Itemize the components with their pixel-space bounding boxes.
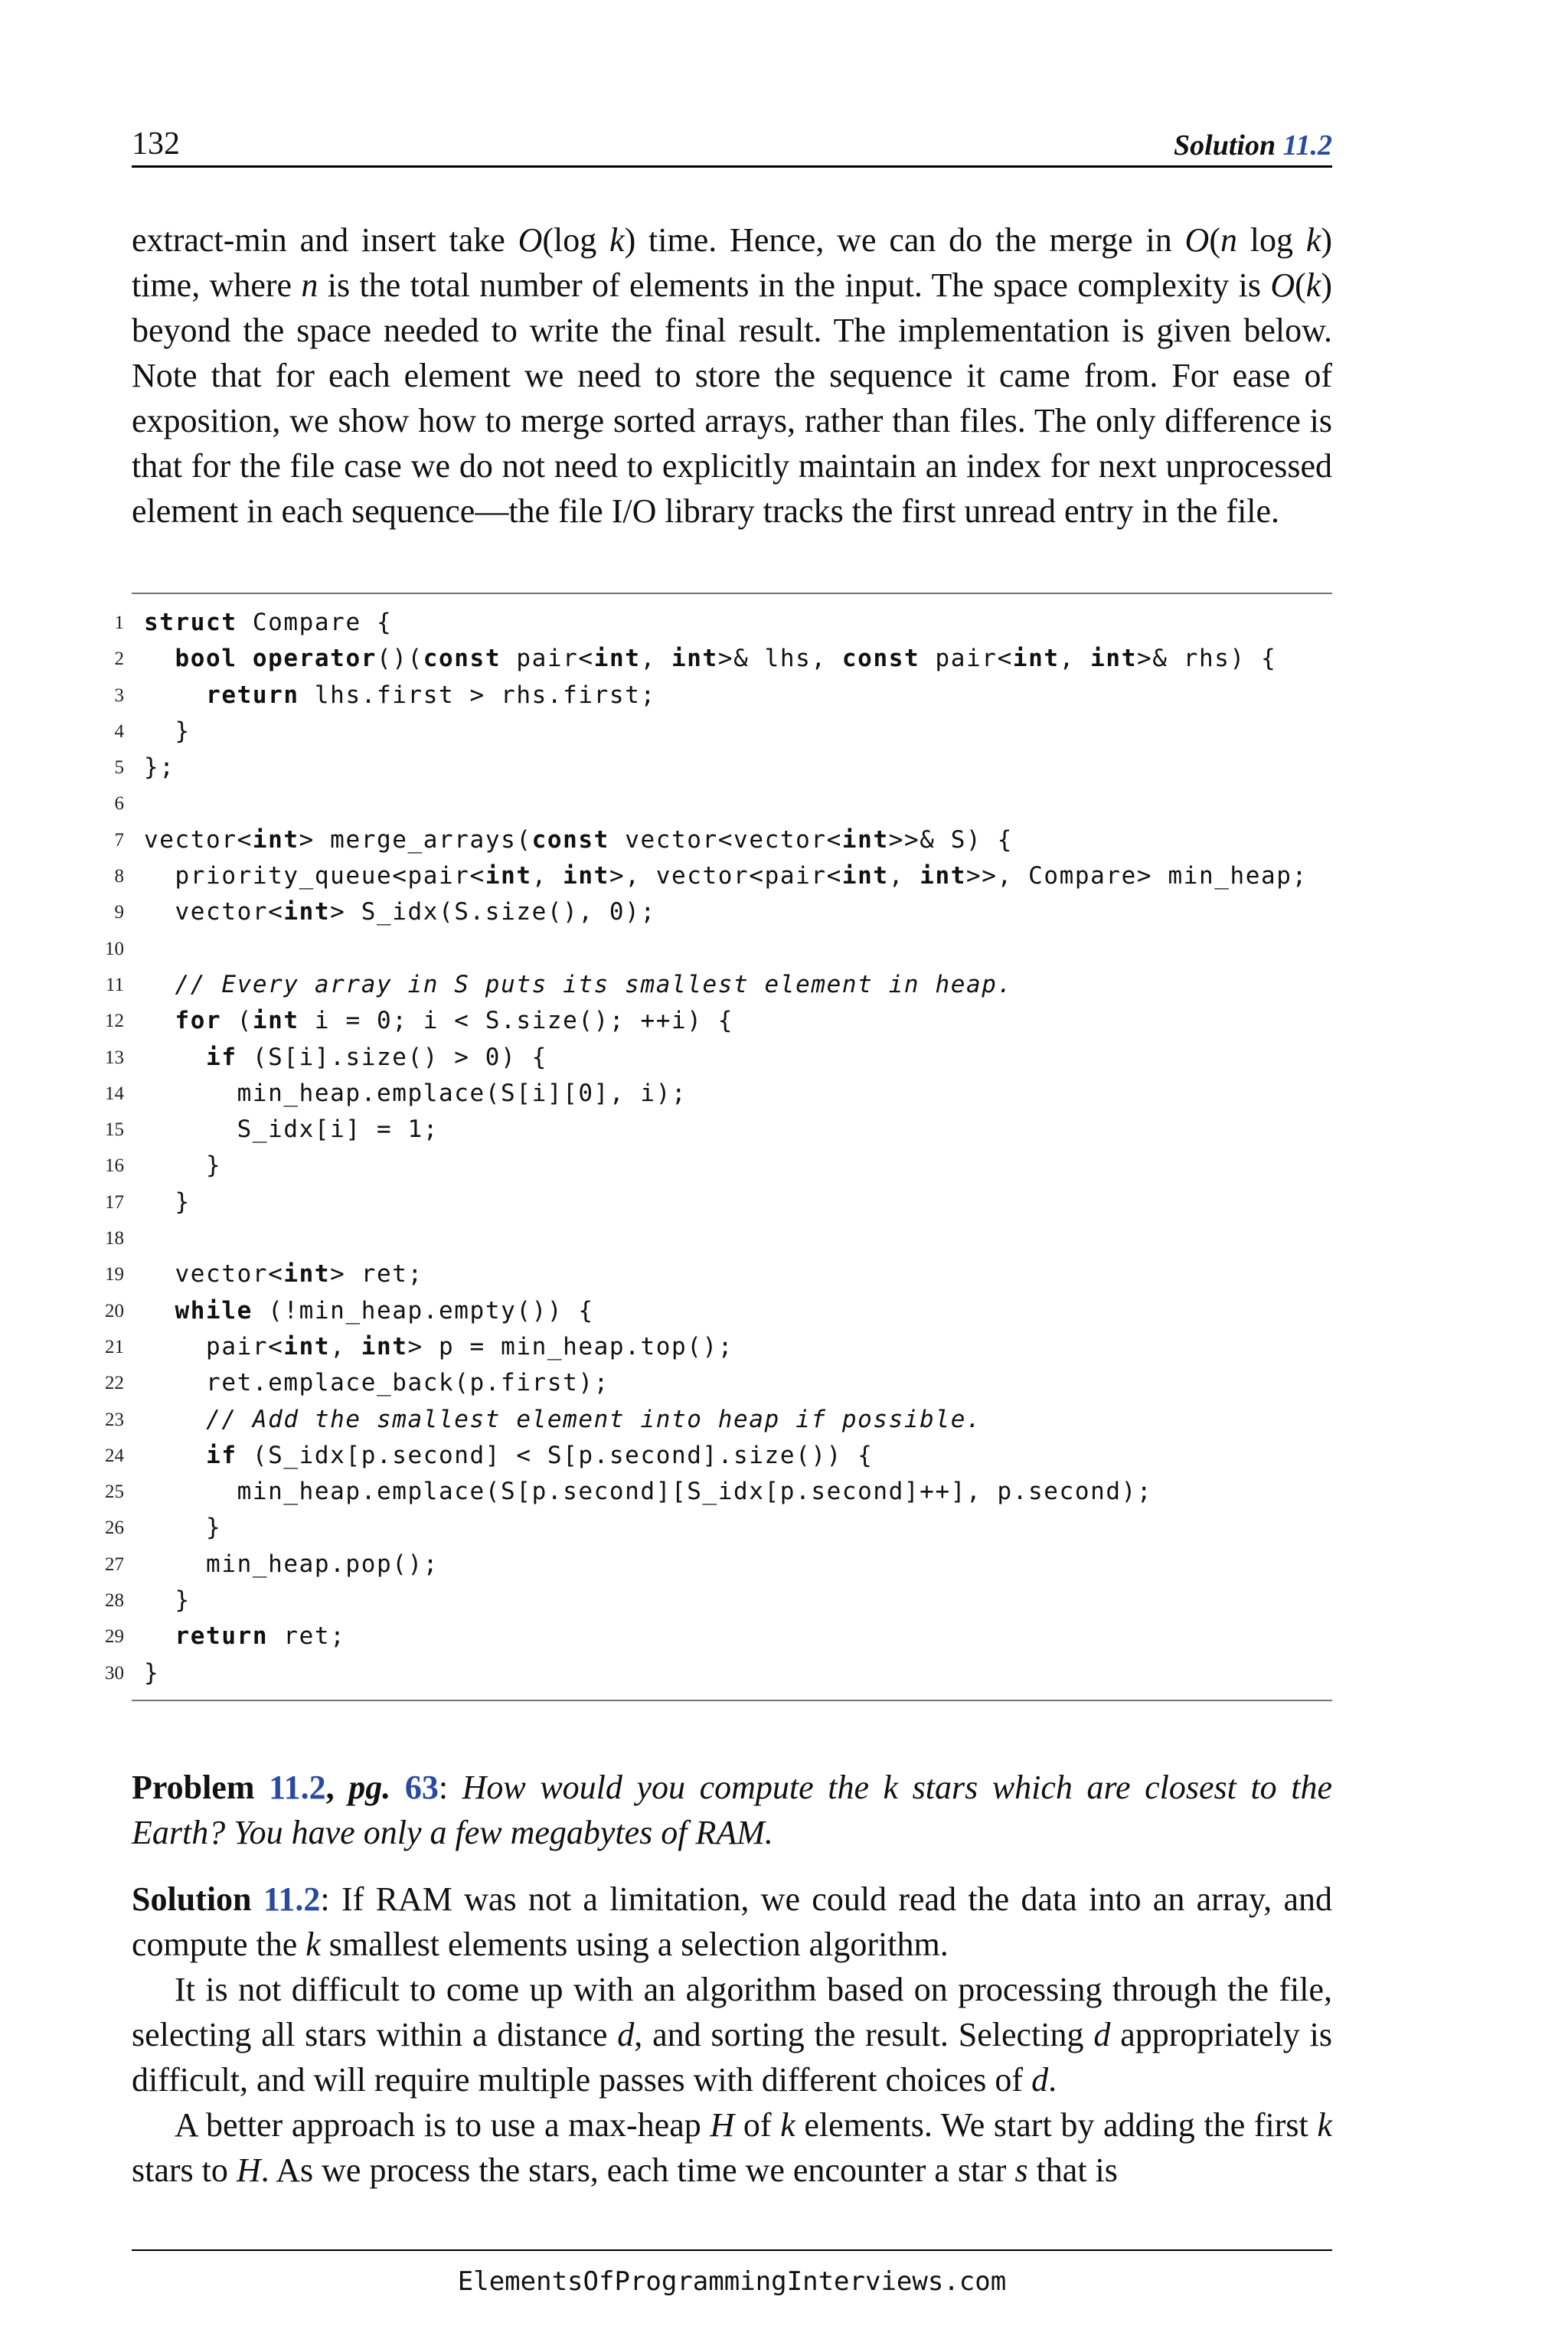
code-text — [144, 1655, 159, 1691]
code-token: min_heap.emplace(S[p.second][S_idx[p.second]++], p.second); — [144, 1478, 1153, 1506]
code-keyword: return — [175, 1622, 269, 1651]
line-number: 9 — [114, 902, 124, 923]
footer-site-link[interactable]: ElementsOfProgrammingInterviews.com — [457, 2266, 1007, 2297]
code-token: > S_idx(S.size(), 0); — [330, 898, 656, 926]
code-token: ( — [221, 1007, 253, 1035]
code-comment: // Add the smallest element into heap if possible. — [206, 1405, 982, 1433]
code-line — [92, 1148, 1348, 1184]
code-token — [144, 1044, 206, 1071]
code-line — [92, 641, 1348, 677]
code-line — [92, 1547, 1348, 1583]
code-line — [92, 714, 1348, 750]
code-token: > ret; — [330, 1260, 423, 1289]
line-number: 24 — [105, 1445, 124, 1466]
running-head-label: Solution — [1174, 129, 1276, 162]
line-number: 13 — [105, 1047, 124, 1068]
code-keyword: if — [206, 1043, 237, 1071]
code-token — [144, 1442, 206, 1469]
code-token: > p = min_heap.top(); — [407, 1332, 734, 1361]
code-line — [92, 786, 1348, 822]
code-text — [144, 1583, 191, 1619]
line-number: 3 — [114, 684, 124, 706]
line-number: 7 — [114, 829, 124, 851]
code-token: }; — [144, 753, 175, 782]
code-line — [92, 1583, 1348, 1619]
code-token: >>, Compare> min_heap; — [966, 862, 1308, 890]
text-span: ) time. Hence, we can do the merge in — [624, 221, 1185, 259]
line-number: 26 — [105, 1517, 124, 1539]
code-line — [92, 1184, 1348, 1220]
code-token: i = 0; i < S.size(); ++i) { — [299, 1007, 734, 1035]
math-var: H — [236, 2151, 261, 2189]
line-number: 19 — [105, 1264, 124, 1285]
code-keyword: while — [175, 1296, 253, 1325]
code-keyword: for — [175, 1007, 222, 1035]
code-keyword: int — [920, 862, 967, 890]
code-token: , — [531, 862, 564, 890]
code-token: , — [640, 645, 672, 673]
code-token: >& rhs) { — [1136, 645, 1277, 673]
text-span: : If RAM was not a limitation, we could read the data into an array, and compute the — [132, 1880, 1333, 1963]
code-token: vector< — [144, 825, 253, 854]
solution-paragraph-2 — [132, 1967, 1332, 2102]
code-token: >>& S) { — [888, 825, 1013, 854]
line-number: 10 — [105, 938, 124, 959]
code-line — [92, 1402, 1348, 1438]
code-keyword: int — [283, 1332, 331, 1361]
text-span: A better approach is to use a max-heap — [175, 2106, 710, 2144]
line-number: 5 — [114, 757, 124, 779]
code-line — [92, 1220, 1348, 1256]
code-line — [92, 894, 1348, 930]
text-span: of — [734, 2106, 781, 2144]
math-var: O — [1184, 221, 1210, 259]
code-bottom-rule — [132, 1700, 1332, 1701]
code-token: min_heap.emplace(S[i][0], i); — [144, 1079, 688, 1107]
code-text — [144, 1547, 439, 1583]
code-text — [144, 714, 191, 750]
code-text — [144, 1329, 733, 1365]
running-head-ref-link[interactable]: 11.2 — [1282, 129, 1332, 162]
math-var: d — [1093, 2016, 1111, 2053]
line-number: 14 — [105, 1083, 124, 1104]
code-token: } — [144, 1152, 222, 1180]
intro-paragraph — [132, 217, 1332, 534]
code-token: priority_queue<pair< — [144, 862, 485, 890]
text-span: that is — [1027, 2151, 1118, 2189]
code-keyword: return — [206, 681, 299, 709]
math-var: k — [609, 221, 625, 259]
code-keyword: const — [531, 825, 609, 854]
code-line — [92, 858, 1348, 894]
code-text — [144, 1402, 982, 1438]
line-number: 4 — [114, 720, 124, 742]
problem-label: Problem 11.2, pg. 63 — [132, 1769, 439, 1806]
math-var: k — [1305, 266, 1321, 304]
code-line — [92, 1040, 1348, 1076]
math-var: H — [710, 2106, 735, 2144]
code-token — [144, 1297, 175, 1325]
code-keyword: const — [423, 645, 501, 673]
code-text — [144, 1293, 594, 1329]
code-keyword: int — [593, 645, 641, 673]
solution-paragraph-3 — [132, 2102, 1332, 2193]
text-span: . As we process the stars, each time we encounter a star — [260, 2151, 1015, 2189]
code-text — [144, 750, 175, 786]
code-token: pair< — [920, 645, 1013, 673]
code-keyword: int — [252, 1007, 299, 1035]
code-token: } — [144, 1187, 191, 1216]
code-keyword: int — [841, 862, 889, 890]
code-token: ()( — [376, 645, 423, 673]
code-keyword: int — [283, 1260, 331, 1289]
line-number: 11 — [105, 974, 124, 995]
text-span: ) beyond the space needed to write the final result. The implementation is given below. Note that for each element we need to store the sequence it came from. For ease of exposition, we show how to merge sorted arrays, rather than files. The only difference is that for the file case we do not need to explicitly maintain an index for next unprocessed element in each sequence—the file I/O library tracks the first unread entry in the file. — [132, 266, 1332, 530]
problem-label-text: Problem — [132, 1769, 255, 1806]
text-span: , and sorting the result. Selecting — [634, 2016, 1094, 2053]
code-token: pair< — [501, 645, 594, 673]
line-number: 18 — [105, 1228, 124, 1250]
code-text — [144, 1256, 423, 1292]
math-var: n — [1220, 221, 1237, 259]
code-line — [92, 1112, 1348, 1148]
solution-label-text: Solution — [132, 1880, 252, 1918]
text-span: extract-min and insert take — [132, 221, 518, 259]
text-span: . — [1048, 2061, 1057, 2099]
code-token: , — [1059, 645, 1091, 673]
page-number: 132 — [132, 126, 180, 162]
code-token: pair< — [144, 1332, 284, 1361]
code-keyword: if — [206, 1441, 237, 1469]
math-var: k — [1317, 2106, 1332, 2144]
code-token: S_idx[i] = 1; — [144, 1116, 439, 1144]
running-head — [1174, 129, 1332, 162]
code-token — [144, 681, 206, 709]
code-text — [144, 967, 1013, 1003]
text-span: log — [1236, 221, 1306, 259]
math-var: s — [1014, 2151, 1028, 2189]
text-span: ) time, where — [132, 221, 1332, 304]
line-number: 25 — [105, 1481, 124, 1503]
code-token: vector< — [144, 898, 284, 926]
code-line — [92, 1474, 1348, 1510]
code-token: >, vector<pair< — [609, 862, 842, 890]
line-number: 23 — [105, 1409, 124, 1430]
problem-ref-link[interactable]: 11.2 — [269, 1769, 326, 1806]
line-number: 30 — [105, 1662, 124, 1684]
line-number: 28 — [105, 1590, 124, 1612]
code-text — [144, 1474, 1152, 1510]
code-text — [144, 678, 656, 714]
code-token: Compare { — [237, 609, 393, 636]
solution-label — [132, 1880, 320, 1918]
code-token: ret; — [268, 1622, 346, 1651]
code-keyword: int — [252, 825, 299, 854]
code-line — [92, 1365, 1348, 1401]
text-span: ( — [1209, 221, 1220, 259]
code-token: (S_idx[p.second] < S[p.second].size()) { — [237, 1441, 874, 1469]
text-span: ( — [1295, 266, 1306, 304]
text-span: elements. We start by adding the first — [795, 2106, 1318, 2144]
line-number: 16 — [105, 1155, 124, 1177]
code-text — [144, 1148, 221, 1184]
page-header — [132, 122, 1332, 168]
code-token: } — [144, 717, 191, 745]
code-token: ret.emplace_back(p.first); — [144, 1369, 609, 1397]
line-number: 20 — [105, 1300, 124, 1321]
footer-rule — [132, 2249, 1332, 2251]
code-token: (!min_heap.empty()) { — [252, 1296, 594, 1325]
solution-ref-link[interactable]: 11.2 — [263, 1880, 321, 1918]
code-line — [92, 1293, 1348, 1329]
code-keyword: operator — [252, 645, 377, 673]
code-text — [144, 605, 392, 641]
code-line — [92, 1655, 1348, 1691]
code-comment: // Every array in S puts its smallest element in heap. — [175, 970, 1013, 998]
code-token: } — [144, 1658, 160, 1687]
math-var: d — [1031, 2061, 1049, 2099]
code-text — [144, 1438, 873, 1474]
line-number: 22 — [105, 1373, 124, 1394]
code-token: } — [144, 1514, 222, 1542]
problem-question: How would you compute the k stars which are closest to the Earth? You have only a few megabytes of RAM. — [132, 1769, 1332, 1851]
code-keyword: int — [1090, 645, 1137, 673]
code-text — [144, 1365, 609, 1401]
code-token: >& lhs, — [717, 645, 842, 673]
code-line — [92, 931, 1348, 967]
line-number: 12 — [105, 1011, 124, 1032]
code-token: , — [330, 1332, 361, 1361]
code-text — [144, 1112, 439, 1148]
code-line — [92, 1256, 1348, 1292]
code-text — [144, 894, 656, 930]
code-token: , — [888, 862, 920, 890]
code-line — [92, 1076, 1348, 1112]
code-token: vector< — [144, 1260, 284, 1289]
code-line — [92, 678, 1348, 714]
code-keyword: int — [361, 1332, 408, 1361]
code-line — [92, 1003, 1348, 1039]
code-keyword: int — [283, 898, 331, 926]
code-token: min_heap.pop(); — [144, 1550, 439, 1578]
text-span: It is not difficult to come up with an algorithm based on processing through the file, selecting all stars within a distance — [132, 1971, 1332, 2053]
code-line — [92, 750, 1348, 786]
code-text — [144, 822, 1013, 858]
code-keyword: int — [671, 645, 718, 673]
text-span: (log — [542, 221, 610, 259]
line-number: 17 — [105, 1191, 124, 1213]
code-keyword: int — [563, 862, 609, 890]
code-line — [92, 1438, 1348, 1474]
math-var: k — [1305, 221, 1321, 259]
problem-statement: Problem 11.2, pg. 63: How would you compute the k stars which are closest to the Earth? You have only a few megabytes of RAM. — [132, 1769, 1332, 1851]
code-line — [92, 1619, 1348, 1655]
math-var: d — [617, 2016, 635, 2053]
line-number: 6 — [114, 793, 124, 815]
code-line — [92, 1329, 1348, 1365]
code-text — [144, 1510, 221, 1546]
code-token — [144, 1007, 175, 1034]
text-span: smallest elements using a selection algorithm. — [320, 1926, 949, 1963]
text-span: is the total number of elements in the input. The space complexity is — [318, 266, 1271, 304]
math-var: n — [301, 266, 318, 304]
code-text — [144, 1619, 345, 1655]
code-text — [144, 1040, 547, 1076]
code-token: } — [144, 1586, 191, 1615]
code-keyword: const — [841, 645, 920, 673]
page-ref-link[interactable]: 63 — [404, 1769, 439, 1806]
code-line — [92, 822, 1348, 858]
code-line — [92, 967, 1348, 1003]
code-token — [144, 971, 175, 998]
code-keyword: int — [841, 825, 889, 854]
math-var: O — [1270, 266, 1295, 304]
solution-paragraph-1 — [132, 1877, 1332, 1967]
code-top-rule — [132, 593, 1332, 594]
line-number: 1 — [114, 612, 124, 633]
code-token — [237, 645, 253, 672]
code-text — [144, 1076, 687, 1112]
math-var: k — [305, 1926, 321, 1963]
text-span: stars to — [132, 2151, 237, 2189]
line-number: 2 — [114, 648, 124, 670]
math-var: k — [780, 2106, 795, 2144]
page-ref-label: pg. — [348, 1769, 391, 1806]
math-var: O — [518, 221, 543, 259]
code-text — [144, 1184, 191, 1220]
code-token — [144, 645, 175, 672]
code-keyword: int — [485, 862, 532, 890]
line-number: 15 — [105, 1119, 124, 1141]
code-token: lhs.first > rhs.first; — [299, 681, 656, 709]
code-keyword: bool — [175, 645, 237, 673]
code-line — [92, 605, 1348, 641]
line-number: 29 — [105, 1626, 124, 1648]
text-span: appropriately is difficult, and will require multiple passes with different choices of — [132, 2016, 1332, 2099]
line-number: 21 — [105, 1336, 124, 1357]
code-token: > merge_arrays( — [299, 825, 532, 854]
code-keyword: int — [1012, 645, 1060, 673]
line-number: 27 — [105, 1553, 124, 1575]
code-text — [144, 1003, 733, 1039]
code-listing — [92, 605, 1348, 1691]
code-text — [144, 641, 1276, 677]
code-line — [92, 1510, 1348, 1546]
code-token: (S[i].size() > 0) { — [237, 1043, 547, 1071]
code-token — [144, 1622, 175, 1650]
code-keyword: struct — [144, 609, 237, 636]
code-token — [144, 1406, 206, 1433]
line-number: 8 — [114, 866, 124, 887]
code-text — [144, 858, 1308, 894]
code-token: vector<vector< — [609, 825, 842, 854]
